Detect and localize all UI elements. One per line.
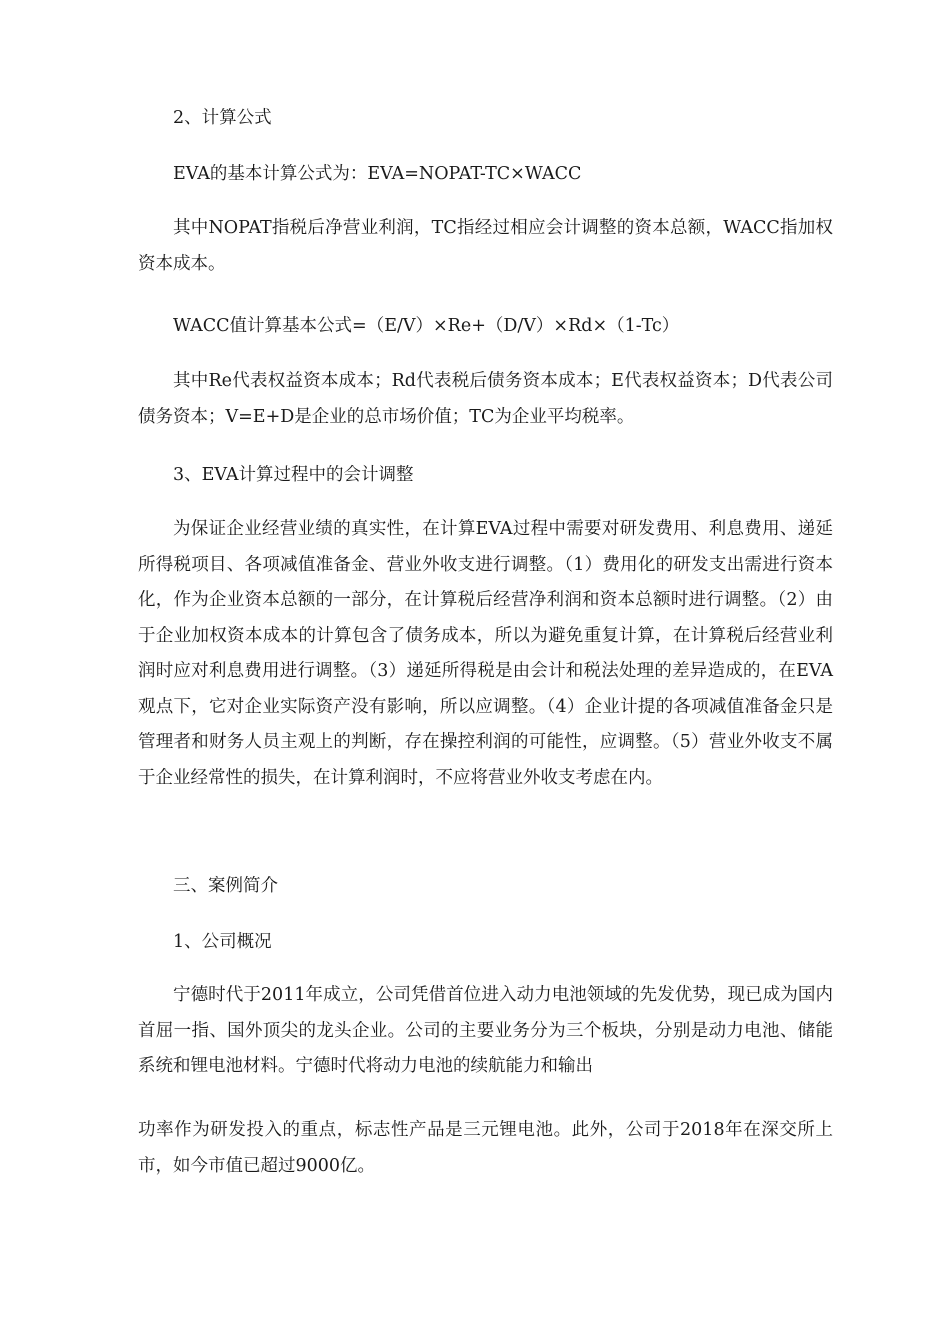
eva-terms-paragraph: 其中NOPAT指税后净营业利润，TC指经过相应会计调整的资本总额，WACC指加权资本成本。 — [138, 218, 833, 274]
wacc-terms-paragraph: 其中Re代表权益资本成本；Rd代表税后债务资本成本；E代表权益资本；D代表公司债务资本；V=E+D是企业的总市场价值；TC为企业平均税率。 — [138, 371, 833, 427]
section-heading-adjustments: 3、EVA计算过程中的会计调整 — [173, 465, 414, 485]
company-paragraph-1: 宁德时代于2011年成立，公司凭借首位进入动力电池领域的先发优势，现已成为国内首屈一指、国外顶尖的龙头企业。公司的主要业务分为三个板块，分别是动力电池、储能系统和锂电池材料。宁德时代将动力电池的续航能力和输出 — [138, 985, 833, 1076]
adjustments-paragraph: 为保证企业经营业绩的真实性，在计算EVA过程中需要对研发费用、利息费用、递延所得税项目、各项减值准备金、营业外收支进行调整。（1）费用化的研发支出需进行资本化，作为企业资本总额的一部分，在计算税后经营净利润和资本总额时进行调整。（2）由于企业加权资本成本的计算包含了债务成本，所以为避免重复计算，在计算税后经营业利润时应对利息费用进行调整。（3）递延所得税是由会计和税法处理的差异造成的，在EVA观点下，它对企业实际资产没有影响，所以应调整。（4）企业计提的各项减值准备金只是管理者和财务人员主观上的判断，存在操控利润的可能性，应调整。（5）营业外收支不属于企业经常性的损失，在计算利润时，不应将营业外收支考虑在内。 — [138, 519, 833, 788]
section-heading-calc-formula: 2、计算公式 — [173, 108, 272, 128]
section-heading-case: 三、案例简介 — [173, 876, 278, 896]
company-paragraph-2: 功率作为研发投入的重点，标志性产品是三元锂电池。此外，公司于2018年在深交所上市，如今市值已超过9000亿。 — [138, 1120, 833, 1176]
eva-formula-line: EVA的基本计算公式为：EVA=NOPAT-TC×WACC — [173, 164, 582, 184]
section-heading-company: 1、公司概况 — [173, 932, 272, 952]
wacc-formula-line: WACC值计算基本公式=（E/V）×Re+（D/V）×Rd×（1-Tc） — [173, 316, 680, 336]
